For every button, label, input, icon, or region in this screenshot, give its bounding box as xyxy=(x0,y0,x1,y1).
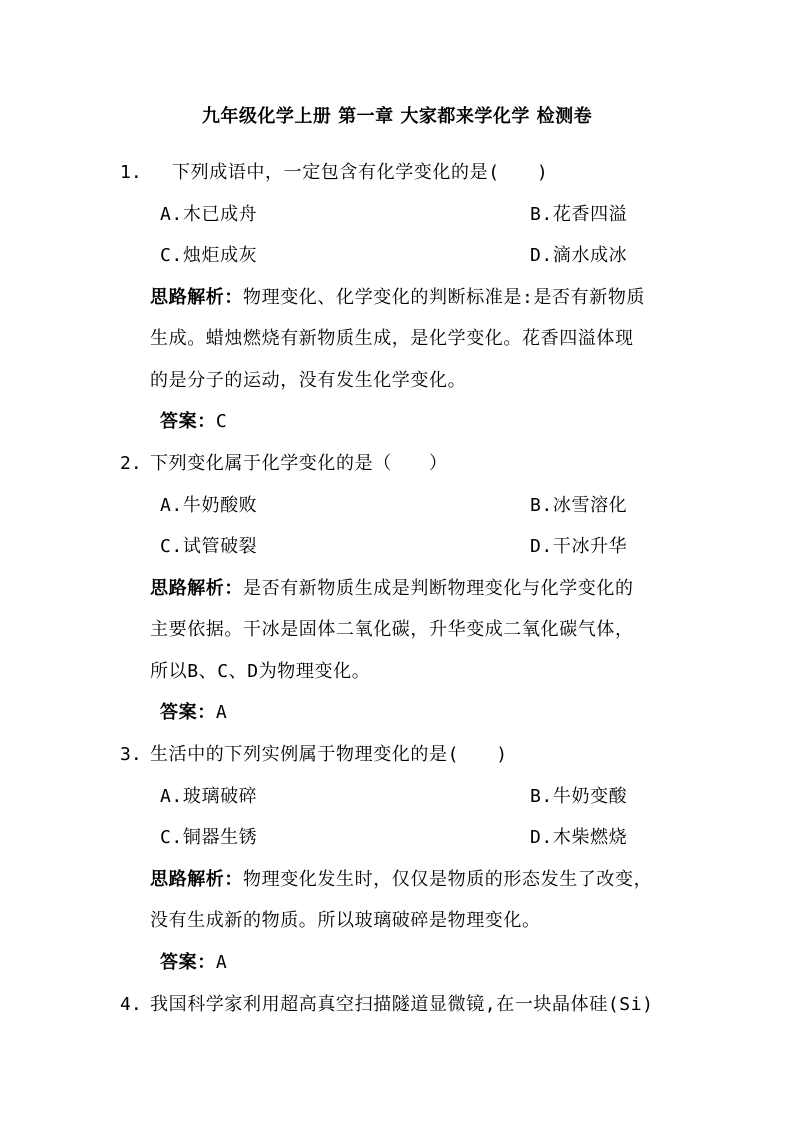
question-2-option-a: A.牛奶酸败 xyxy=(160,495,258,516)
question-1-number: 1. xyxy=(120,162,142,183)
question-3-analysis-line-2: 没有生成新的物质。所以玻璃破碎是物理变化。 xyxy=(150,910,541,931)
question-3-analysis-label: 思路解析： xyxy=(150,869,243,890)
question-3-analysis-line-1 xyxy=(150,868,652,892)
question-4-stem: 我国科学家利用超高真空扫描隧道显微镜,在一块晶体硅(Si) xyxy=(150,994,654,1015)
question-3-answer-value: A xyxy=(215,952,228,973)
question-1-answer-value: C xyxy=(215,411,228,432)
question-1-analysis-line-3: 的是分子的运动，没有发生化学变化。 xyxy=(150,370,467,391)
document-title: 九年级化学上册 第一章 大家都来学化学 检测卷 xyxy=(201,106,593,127)
question-3-option-c: C.铜器生锈 xyxy=(160,827,258,848)
question-3-analysis-text-1: 物理变化发生时，仅仅是物质的形态发生了改变， xyxy=(243,869,653,890)
question-1-analysis-line-1 xyxy=(150,286,645,310)
question-1-answer-label: 答案： xyxy=(160,411,216,432)
question-3-answer xyxy=(160,951,227,975)
question-4-number: 4. xyxy=(120,994,142,1015)
question-3-stem: 生活中的下列实例属于物理变化的是( ) xyxy=(150,744,508,765)
question-2-option-c: C.试管破裂 xyxy=(160,536,258,557)
question-2-analysis-line-3: 所以B、C、D为物理变化。 xyxy=(150,661,371,682)
question-1-option-c: C.烛炬成灰 xyxy=(160,245,258,266)
question-1-stem: 下列成语中，一定包含有化学变化的是( ) xyxy=(172,162,549,183)
question-2-analysis-label: 思路解析： xyxy=(150,578,243,599)
question-2-analysis-line-2: 主要依据。干冰是固体二氧化碳，升华变成二氧化碳气体， xyxy=(150,619,634,640)
question-3-option-b: B.牛奶变酸 xyxy=(530,786,628,807)
question-3-answer-label: 答案： xyxy=(160,952,216,973)
question-1-option-b: B.花香四溢 xyxy=(530,204,628,225)
question-2-number: 2. xyxy=(120,453,142,474)
question-3-option-d: D.木柴燃烧 xyxy=(530,827,628,848)
question-2-answer-value: A xyxy=(215,702,228,723)
question-3-number: 3. xyxy=(120,744,142,765)
question-1-option-d: D.滴水成冰 xyxy=(530,245,628,266)
question-1-answer xyxy=(160,410,227,434)
question-1-analysis-line-2: 生成。蜡烛燃烧有新物质生成，是化学变化。花香四溢体现 xyxy=(150,328,634,349)
question-2-analysis-text-1: 是否有新物质生成是判断物理变化与化学变化的 xyxy=(243,578,634,599)
question-2-analysis-line-1 xyxy=(150,577,634,601)
question-3-option-a: A.玻璃破碎 xyxy=(160,786,258,807)
question-1-option-a: A.木已成舟 xyxy=(160,204,258,225)
question-2-answer-label: 答案： xyxy=(160,702,216,723)
question-1-analysis-label: 思路解析： xyxy=(150,287,243,308)
question-2-stem: 下列变化属于化学变化的是（ ） xyxy=(150,453,448,474)
question-2-option-d: D.干冰升华 xyxy=(530,536,628,557)
question-1-analysis-text-1: 物理变化、化学变化的判断标准是:是否有新物质 xyxy=(243,287,646,308)
question-2-answer xyxy=(160,701,227,725)
question-2-option-b: B.冰雪溶化 xyxy=(530,495,628,516)
